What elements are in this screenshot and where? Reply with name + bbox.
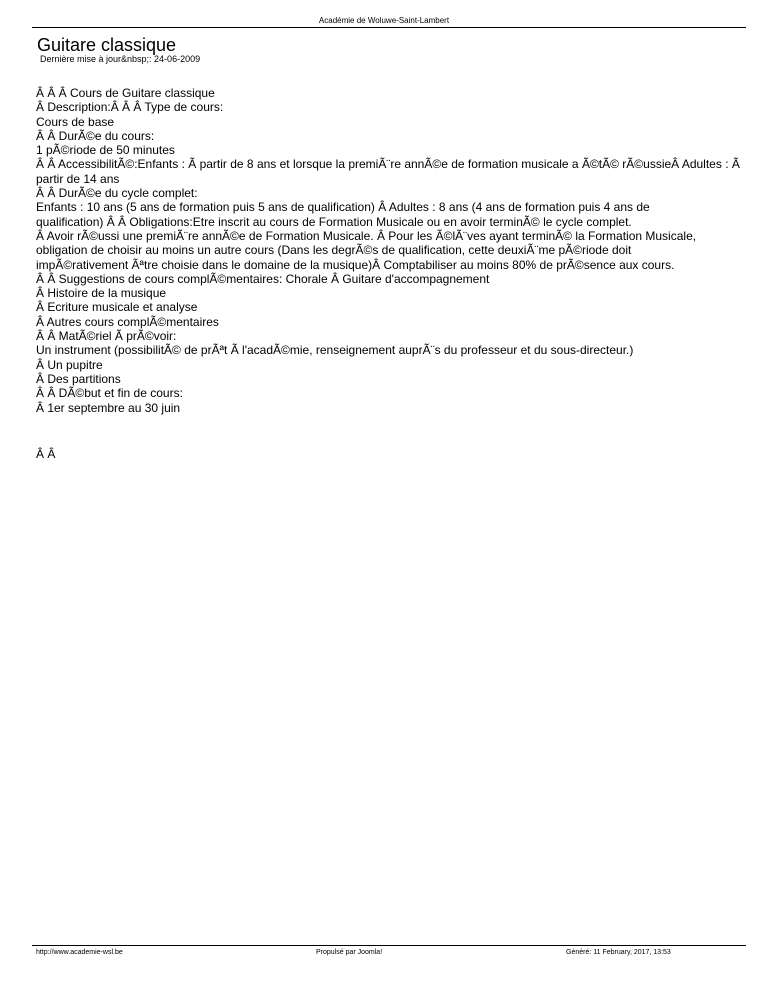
- body-line: Â Â Suggestions de cours complÃ©mentaires: Chorale Â Guitare d'accompagnement: [36, 271, 490, 286]
- body-line: partir de 14 ans: [36, 171, 120, 186]
- site-name-header: Académie de Woluwe-Saint-Lambert: [318, 16, 450, 25]
- body-line: Un instrument (possibilitÃ© de prÃªt Ã l'acadÃ©mie, renseignement auprÃ¨s du professeur et du sous-directeur.): [36, 343, 634, 358]
- body-line: Â Avoir rÃ©ussi une premiÃ¨re annÃ©e de Formation Musicale. Â Pour les Ã©lÃ¨ves ayant terminÃ© la Formation Musicale,: [36, 228, 697, 243]
- header-rule: [32, 27, 746, 28]
- footer-powered-by: Propulsé par Joomla!: [316, 949, 383, 956]
- last-updated-date: Dernière mise à jour&nbsp;: 24-06-2009: [40, 54, 201, 64]
- body-line: Â Histoire de la musique: [36, 286, 167, 301]
- body-line: Â Ecriture musicale et analyse: [36, 300, 198, 315]
- body-line: Â Un pupitre: [36, 357, 103, 372]
- body-line: impÃ©rativement Ãªtre choisie dans le domaine de la musique)Â Comptabiliser au moins 80% de prÃ©sence aux cours.: [36, 257, 675, 272]
- body-line: 1 pÃ©riode de 50 minutes: [36, 143, 175, 158]
- body-line: Â Â Â Cours de Guitare classique: [36, 86, 215, 100]
- footer-site-url[interactable]: http://www.academie-wsl.be: [36, 949, 123, 956]
- footer-generated-date: Généré: 11 February, 2017, 13:53: [566, 949, 671, 956]
- body-line: Â Â DurÃ©e du cours:: [36, 128, 155, 143]
- body-line: obligation de choisir au moins un autre cours (Dans les degrÃ©s de qualification, cette deuxiÃ¨me pÃ©riode doit: [36, 243, 632, 258]
- body-line: Â Description:Â Â Â Type de cours:: [36, 100, 224, 115]
- page-title: Guitare classique: [37, 35, 177, 55]
- article-trailer: Â Â: [36, 447, 56, 461]
- body-line: Â Â MatÃ©riel Ã prÃ©voir:: [36, 329, 177, 344]
- body-line: Â Autres cours complÃ©mentaires: [36, 314, 219, 329]
- body-line: Cours de base: [36, 114, 115, 129]
- body-line: Â Â DurÃ©e du cycle complet:: [36, 186, 198, 201]
- body-line: Â Â DÃ©but et fin de cours:: [36, 386, 183, 401]
- article-body: [36, 86, 768, 415]
- body-line: Â Des partitions: [36, 371, 121, 386]
- body-line: Â 1er septembre au 30 juin: [36, 400, 181, 415]
- body-line: Enfants : 10 ans (5 ans de formation puis 5 ans de qualification) Â Adultes : 8 ans (4 ans de formation puis 4 ans de: [36, 200, 650, 215]
- body-line: Â Â AccessibilitÃ©:Enfants : Ã partir de 8 ans et lorsque la premiÃ¨re annÃ©e de formation musicale a Ã©tÃ© rÃ©ussieÂ Adultes : Ã: [36, 157, 740, 172]
- body-line: qualification) Â Â Obligations:Etre inscrit au cours de Formation Musicale ou en avoir terminÃ© le cycle complet.: [36, 214, 632, 229]
- footer-rule: [32, 945, 746, 946]
